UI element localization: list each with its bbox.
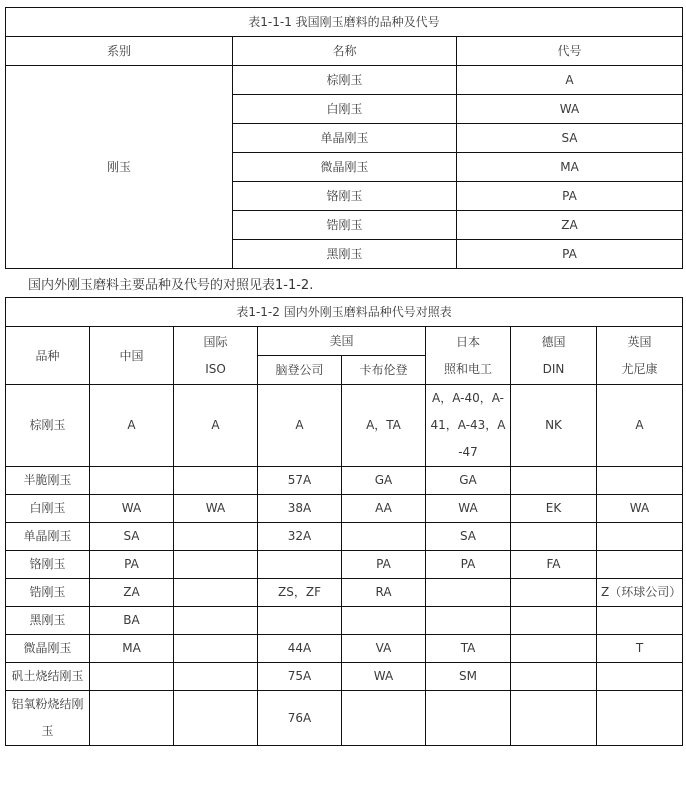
code-cell	[597, 467, 683, 495]
table-row	[6, 523, 683, 551]
code-cell	[174, 691, 258, 746]
code-cell: 75A	[258, 663, 342, 691]
table-row	[6, 467, 683, 495]
code-cell: 38A	[258, 495, 342, 523]
header-usa-norton: 脑登公司	[258, 356, 342, 385]
code-cell: AA	[342, 495, 426, 523]
code-cell: WA	[342, 663, 426, 691]
code-cell	[174, 523, 258, 551]
variety-cell: 矾土烧结刚玉	[6, 663, 90, 691]
code-cell: RA	[342, 579, 426, 607]
code-cell	[511, 607, 597, 635]
header-china: 中国	[90, 327, 174, 385]
code-cell	[511, 691, 597, 746]
code-cell	[511, 635, 597, 663]
code-cell	[511, 579, 597, 607]
code-cell: ZS，ZF	[258, 579, 342, 607]
code-cell: Z（环球公司）	[597, 579, 683, 607]
code-cell: FA	[511, 551, 597, 579]
header-code: 代号	[457, 37, 683, 66]
code-cell	[90, 663, 174, 691]
code-cell	[258, 607, 342, 635]
code-cell: A	[174, 385, 258, 467]
code-cell: SA	[457, 124, 683, 153]
code-cell: PA	[342, 551, 426, 579]
name-cell: 棕刚玉	[233, 66, 457, 95]
variety-cell: 棕刚玉	[6, 385, 90, 467]
code-cell	[90, 691, 174, 746]
code-cell: WA	[174, 495, 258, 523]
code-cell	[426, 607, 511, 635]
header-usa: 美国	[258, 327, 426, 356]
code-cell: 57A	[258, 467, 342, 495]
code-cell: WA	[597, 495, 683, 523]
code-cell	[174, 551, 258, 579]
header-japan: 日本 照和电工	[426, 327, 511, 385]
code-cell: WA	[426, 495, 511, 523]
table-row	[6, 691, 683, 746]
code-cell: PA	[426, 551, 511, 579]
table-row	[6, 663, 683, 691]
code-cell	[174, 467, 258, 495]
code-cell	[426, 579, 511, 607]
code-cell	[597, 523, 683, 551]
code-cell: SA	[426, 523, 511, 551]
code-cell: EK	[511, 495, 597, 523]
code-cell: T	[597, 635, 683, 663]
header-usa-carborundum: 卡布伦登	[342, 356, 426, 385]
code-cell	[174, 579, 258, 607]
code-cell: MA	[90, 635, 174, 663]
code-cell: PA	[457, 182, 683, 211]
header-variety: 品种	[6, 327, 90, 385]
name-cell: 铬刚玉	[233, 182, 457, 211]
code-cell	[174, 663, 258, 691]
variety-cell: 半脆刚玉	[6, 467, 90, 495]
variety-cell: 黑刚玉	[6, 607, 90, 635]
variety-cell: 锆刚玉	[6, 579, 90, 607]
code-cell: A	[597, 385, 683, 467]
table-row	[6, 66, 683, 95]
series-cell: 刚玉	[6, 66, 233, 269]
header-uk: 英国 尤尼康	[597, 327, 683, 385]
table-row	[6, 579, 683, 607]
code-cell: ZA	[90, 579, 174, 607]
table-row	[6, 635, 683, 663]
code-cell	[597, 691, 683, 746]
header-germany: 德国 DIN	[511, 327, 597, 385]
name-cell: 黑刚玉	[233, 240, 457, 269]
header-name: 名称	[233, 37, 457, 66]
table-corundum-codes	[5, 7, 683, 269]
variety-cell: 铝氧粉烧结刚玉	[6, 691, 90, 746]
code-cell	[342, 607, 426, 635]
code-cell	[511, 663, 597, 691]
name-cell: 白刚玉	[233, 95, 457, 124]
table-row	[6, 385, 683, 467]
code-cell: ZA	[457, 211, 683, 240]
code-cell: GA	[426, 467, 511, 495]
code-cell	[597, 607, 683, 635]
code-cell: 76A	[258, 691, 342, 746]
code-cell: A	[258, 385, 342, 467]
code-cell	[174, 635, 258, 663]
code-cell: A，A-40，A-41，A-43，A-47	[426, 385, 511, 467]
paragraph-text: 国内外刚玉磨料主要品种及代号的对照见表1-1-2.	[28, 278, 314, 293]
code-cell: WA	[90, 495, 174, 523]
code-cell: SM	[426, 663, 511, 691]
code-cell	[90, 467, 174, 495]
code-cell: 32A	[258, 523, 342, 551]
code-cell	[511, 523, 597, 551]
name-cell: 单晶刚玉	[233, 124, 457, 153]
variety-cell: 铬刚玉	[6, 551, 90, 579]
code-cell	[426, 691, 511, 746]
code-cell: GA	[342, 467, 426, 495]
table-row	[6, 495, 683, 523]
code-cell	[258, 551, 342, 579]
code-cell: VA	[342, 635, 426, 663]
header-series: 系别	[6, 37, 233, 66]
code-cell: NK	[511, 385, 597, 467]
name-cell: 锆刚玉	[233, 211, 457, 240]
name-cell: 微晶刚玉	[233, 153, 457, 182]
header-intl: 国际 ISO	[174, 327, 258, 385]
table-title: 表1-1-2 国内外刚玉磨料品种代号对照表	[6, 298, 683, 327]
code-cell: PA	[90, 551, 174, 579]
code-cell: 44A	[258, 635, 342, 663]
code-cell: WA	[457, 95, 683, 124]
code-cell	[511, 467, 597, 495]
code-cell	[342, 691, 426, 746]
code-cell: PA	[457, 240, 683, 269]
code-cell: A	[90, 385, 174, 467]
code-cell	[174, 607, 258, 635]
table-row	[6, 551, 683, 579]
table-row	[6, 607, 683, 635]
variety-cell: 白刚玉	[6, 495, 90, 523]
code-cell: A，TA	[342, 385, 426, 467]
code-cell	[597, 663, 683, 691]
code-cell: SA	[90, 523, 174, 551]
code-cell	[597, 551, 683, 579]
code-cell: BA	[90, 607, 174, 635]
code-cell: TA	[426, 635, 511, 663]
table-comparison	[5, 297, 683, 746]
variety-cell: 微晶刚玉	[6, 635, 90, 663]
code-cell: MA	[457, 153, 683, 182]
table-title: 表1-1-1 我国刚玉磨料的品种及代号	[6, 8, 683, 37]
variety-cell: 单晶刚玉	[6, 523, 90, 551]
code-cell	[342, 523, 426, 551]
code-cell: A	[457, 66, 683, 95]
